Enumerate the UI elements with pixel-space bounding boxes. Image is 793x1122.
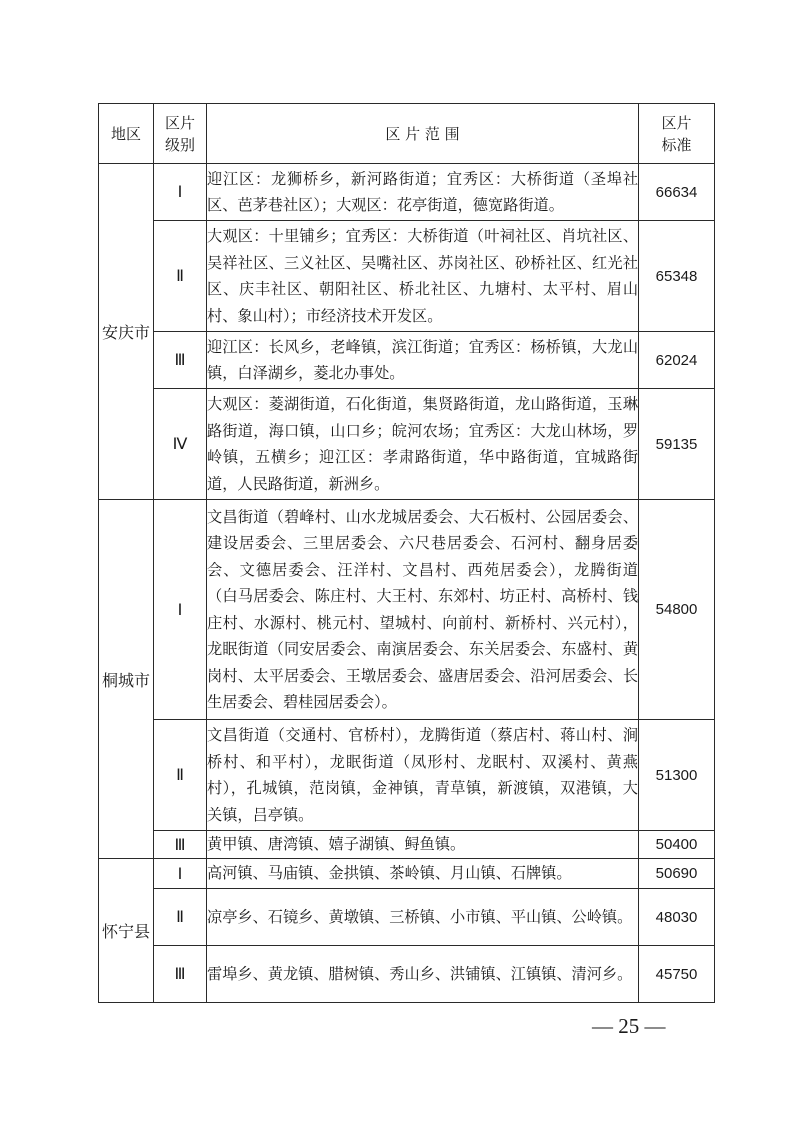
standard-cell: 59135	[639, 389, 715, 500]
range-cell: 迎江区：龙狮桥乡，新河路街道；宜秀区：大桥街道（圣埠社区、芭茅巷社区）；大观区：花亭街道，德宽路街道。	[207, 164, 639, 221]
range-cell: 迎江区：长风乡，老峰镇，滨江街道；宜秀区：杨桥镇，大龙山镇，白泽湖乡，菱北办事处。	[207, 332, 639, 389]
range-cell: 大观区：菱湖街道，石化街道，集贤路街道，龙山路街道，玉琳路街道，海口镇，山口乡；皖河农场；宜秀区：大龙山林场，罗岭镇，五横乡；迎江区：孝肃路街道，华中路街道，宜城路街道，人民路街道，新洲乡。	[207, 389, 639, 500]
table-row	[99, 859, 715, 889]
table-row	[99, 389, 715, 500]
header-level: 区片 级别	[154, 104, 207, 164]
level-cell: Ⅱ	[154, 889, 207, 946]
range-cell: 文昌街道（交通村、官桥村），龙腾街道（蔡店村、蒋山村、涧桥村、和平村），龙眠街道（凤形村、龙眠村、双溪村、黄燕村），孔城镇，范岗镇，金神镇，青草镇，新渡镇，双港镇，大关镇，吕亭镇。	[207, 720, 639, 831]
level-cell: Ⅱ	[154, 720, 207, 831]
region-cell-anqing: 安庆市	[99, 164, 154, 500]
land-price-zone-table	[98, 103, 715, 1003]
standard-cell: 54800	[639, 500, 715, 720]
level-cell: Ⅰ	[154, 500, 207, 720]
table-row	[99, 946, 715, 1003]
standard-cell: 45750	[639, 946, 715, 1003]
level-cell: Ⅳ	[154, 389, 207, 500]
standard-cell: 65348	[639, 221, 715, 332]
level-cell: Ⅲ	[154, 332, 207, 389]
table-header-row	[99, 104, 715, 164]
range-cell: 黄甲镇、唐湾镇、嬉子湖镇、鲟鱼镇。	[207, 831, 639, 859]
range-cell: 大观区：十里铺乡；宜秀区：大桥街道（叶祠社区、肖坑社区、吴祥社区、三义社区、吴嘴社区、苏岗社区、砂桥社区、红光社区、庆丰社区、朝阳社区、桥北社区、九塘村、太平村、眉山村、象山村）；市经济技术开发区。	[207, 221, 639, 332]
standard-cell: 66634	[639, 164, 715, 221]
standard-cell: 50400	[639, 831, 715, 859]
standard-cell: 48030	[639, 889, 715, 946]
header-standard: 区片 标准	[639, 104, 715, 164]
level-cell: Ⅰ	[154, 859, 207, 889]
level-cell: Ⅲ	[154, 946, 207, 1003]
range-cell: 凉亭乡、石镜乡、黄墩镇、三桥镇、小市镇、平山镇、公岭镇。	[207, 889, 639, 946]
table-row	[99, 332, 715, 389]
table-row	[99, 500, 715, 720]
level-cell: Ⅲ	[154, 831, 207, 859]
level-cell: Ⅱ	[154, 221, 207, 332]
region-cell-huaining: 怀宁县	[99, 859, 154, 1003]
standard-cell: 50690	[639, 859, 715, 889]
header-region: 地区	[99, 104, 154, 164]
table-row	[99, 221, 715, 332]
header-range: 区 片 范 围	[207, 104, 639, 164]
table-row	[99, 164, 715, 221]
range-cell: 文昌街道（碧峰村、山水龙城居委会、大石板村、公园居委会、建设居委会、三里居委会、六尺巷居委会、石河村、翻身居委会、文德居委会、汪洋村、文昌村、西苑居委会），龙腾街道（白马居委会、陈庄村、大王村、东郊村、坊正村、高桥村、钱庄村、水源村、桃元村、望城村、向前村、新桥村、兴元村），龙眠街道（同安居委会、南演居委会、东关居委会、东盛村、黄岗村、太平居委会、王墩居委会、盛唐居委会、沿河居委会、长生居委会、碧桂园居委会）。	[207, 500, 639, 720]
page-number: — 25 —	[592, 1014, 666, 1038]
range-cell: 雷埠乡、黄龙镇、腊树镇、秀山乡、洪铺镇、江镇镇、清河乡。	[207, 946, 639, 1003]
standard-cell: 51300	[639, 720, 715, 831]
table-row	[99, 831, 715, 859]
standard-cell: 62024	[639, 332, 715, 389]
table-row	[99, 720, 715, 831]
level-cell: Ⅰ	[154, 164, 207, 221]
table-row	[99, 889, 715, 946]
region-cell-tongcheng: 桐城市	[99, 500, 154, 859]
range-cell: 高河镇、马庙镇、金拱镇、茶岭镇、月山镇、石牌镇。	[207, 859, 639, 889]
